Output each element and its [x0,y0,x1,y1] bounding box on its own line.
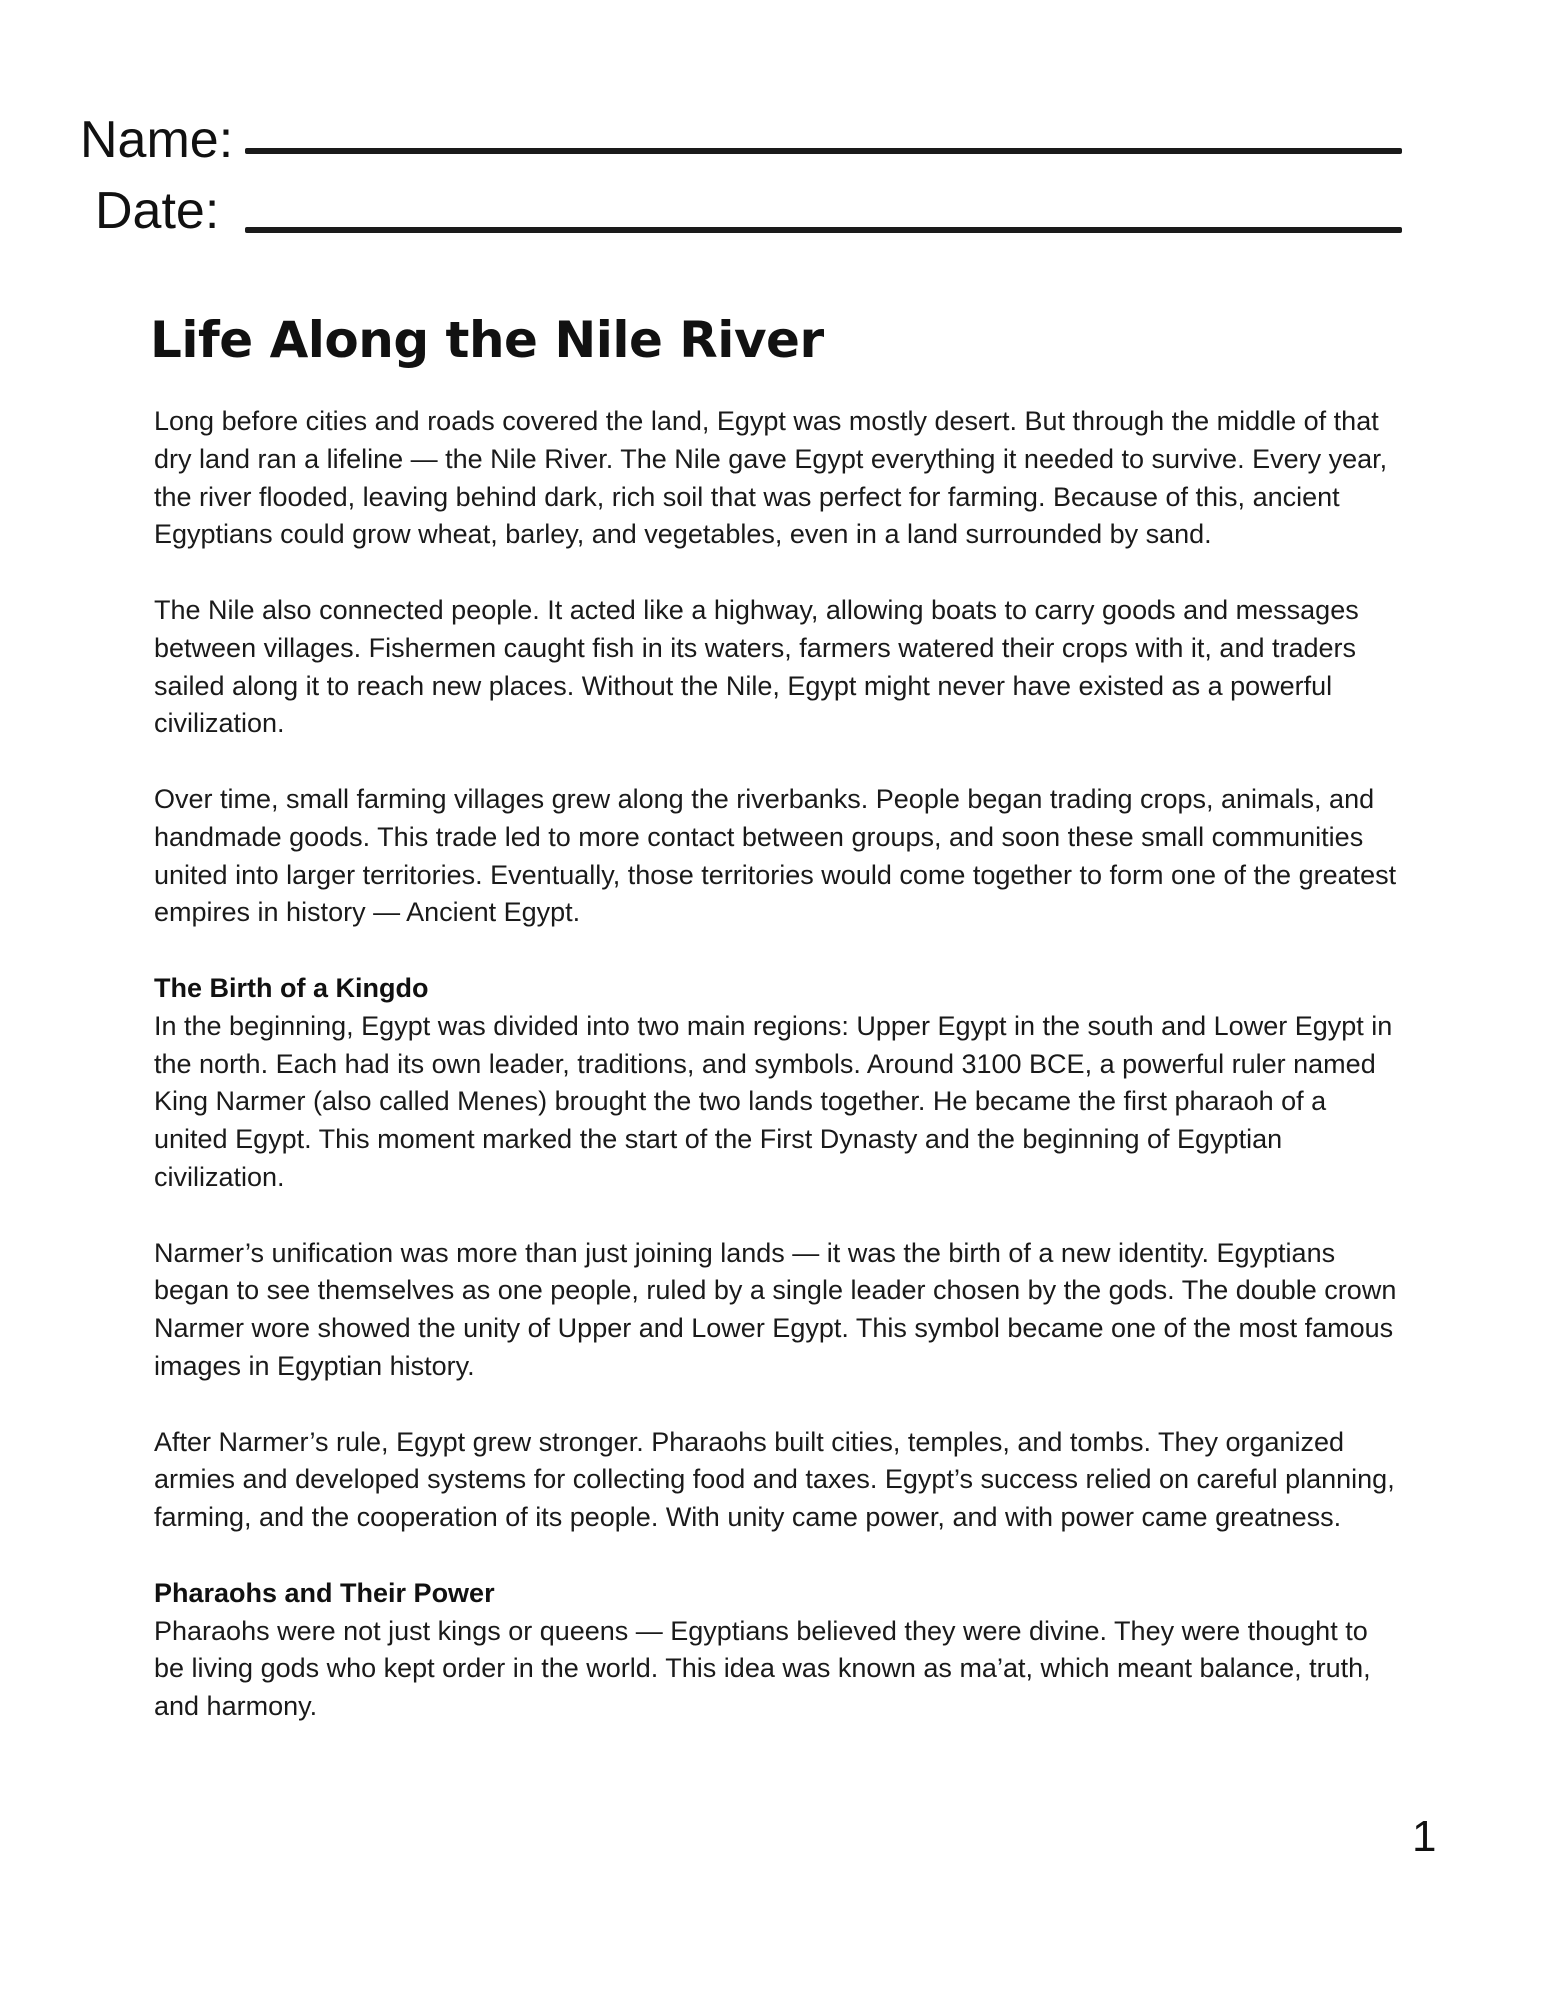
date-write-line[interactable] [245,227,1402,233]
kingdom-paragraph: In the beginning, Egypt was divided into two main regions: Upper Egypt in the south and Lower Egypt in the north. Each had its own leader, traditions, and symbols. Around 3100 BCE, a powerful ruler named King Narmer (also called Menes) brought the two lands together. He became the first pharaoh of a united Egypt. This moment marked the start of the First Dynasty and the beginning of Egyptian civilization. [154,1010,1393,1192]
intro-paragraph: The Nile also connected people. It acted like a highway, allowing boats to carry goods and messages between villages. Fishermen caught fish in its waters, farmers watered their crops with it, and traders sailed along it to reach new places. Without the Nile, Egypt might never have existed as a powerful civilization. [154,594,1359,739]
intro-paragraph: Long before cities and roads covered the land, Egypt was mostly desert. But through the middle of that dry land ran a lifeline — the Nile River. The Nile gave Egypt everything it needed to survive. Every year, the river flooded, leaving behind dark, rich soil that was perfect for farming. Because of this, ancient Egyptians could grow wheat, barley, and vegetables, even in a land surrounded by sand. [154,406,1388,550]
article-body [154,403,1399,1764]
name-label: Name: [80,111,234,169]
kingdom-paragraph: After Narmer’s rule, Egypt grew stronger. Pharaohs built cities, temples, and tombs. They organized armies and developed systems for collecting food and taxes. Egypt’s success relied on careful planning, farming, and the cooperation of its people. With unity came power, and with power came greatness. [154,1426,1395,1533]
intro-paragraph: Over time, small farming villages grew along the riverbanks. People began trading crops, animals, and handmade goods. This trade led to more contact between groups, and soon these small communities united into larger territories. Eventually, those territories would come together to form one of the greatest empires in history — Ancient Egypt. [154,783,1397,928]
section-heading-kingdom: The Birth of a Kingdo [154,972,429,1003]
date-label: Date: [95,182,220,240]
page-number: 1 [1412,1812,1437,1861]
name-write-line[interactable] [245,148,1402,154]
pharaohs-paragraph: Pharaohs were not just kings or queens — Egyptians believed they were divine. They were thought to be living gods who kept order in the world. This idea was known as ma’at, which meant balance, truth, and harmony. [154,1615,1371,1722]
kingdom-paragraph: Narmer’s unification was more than just joining lands — it was the birth of a new identity. Egyptians began to see themselves as one people, ruled by a single leader chosen by the gods. The double crown Narmer wore showed the unity of Upper and Lower Egypt. This symbol became one of the most famous images in Egyptian history. [154,1237,1397,1381]
section-heading-pharaohs: Pharaohs and Their Power [154,1577,495,1608]
page-title: Life Along the Nile River [150,311,824,369]
